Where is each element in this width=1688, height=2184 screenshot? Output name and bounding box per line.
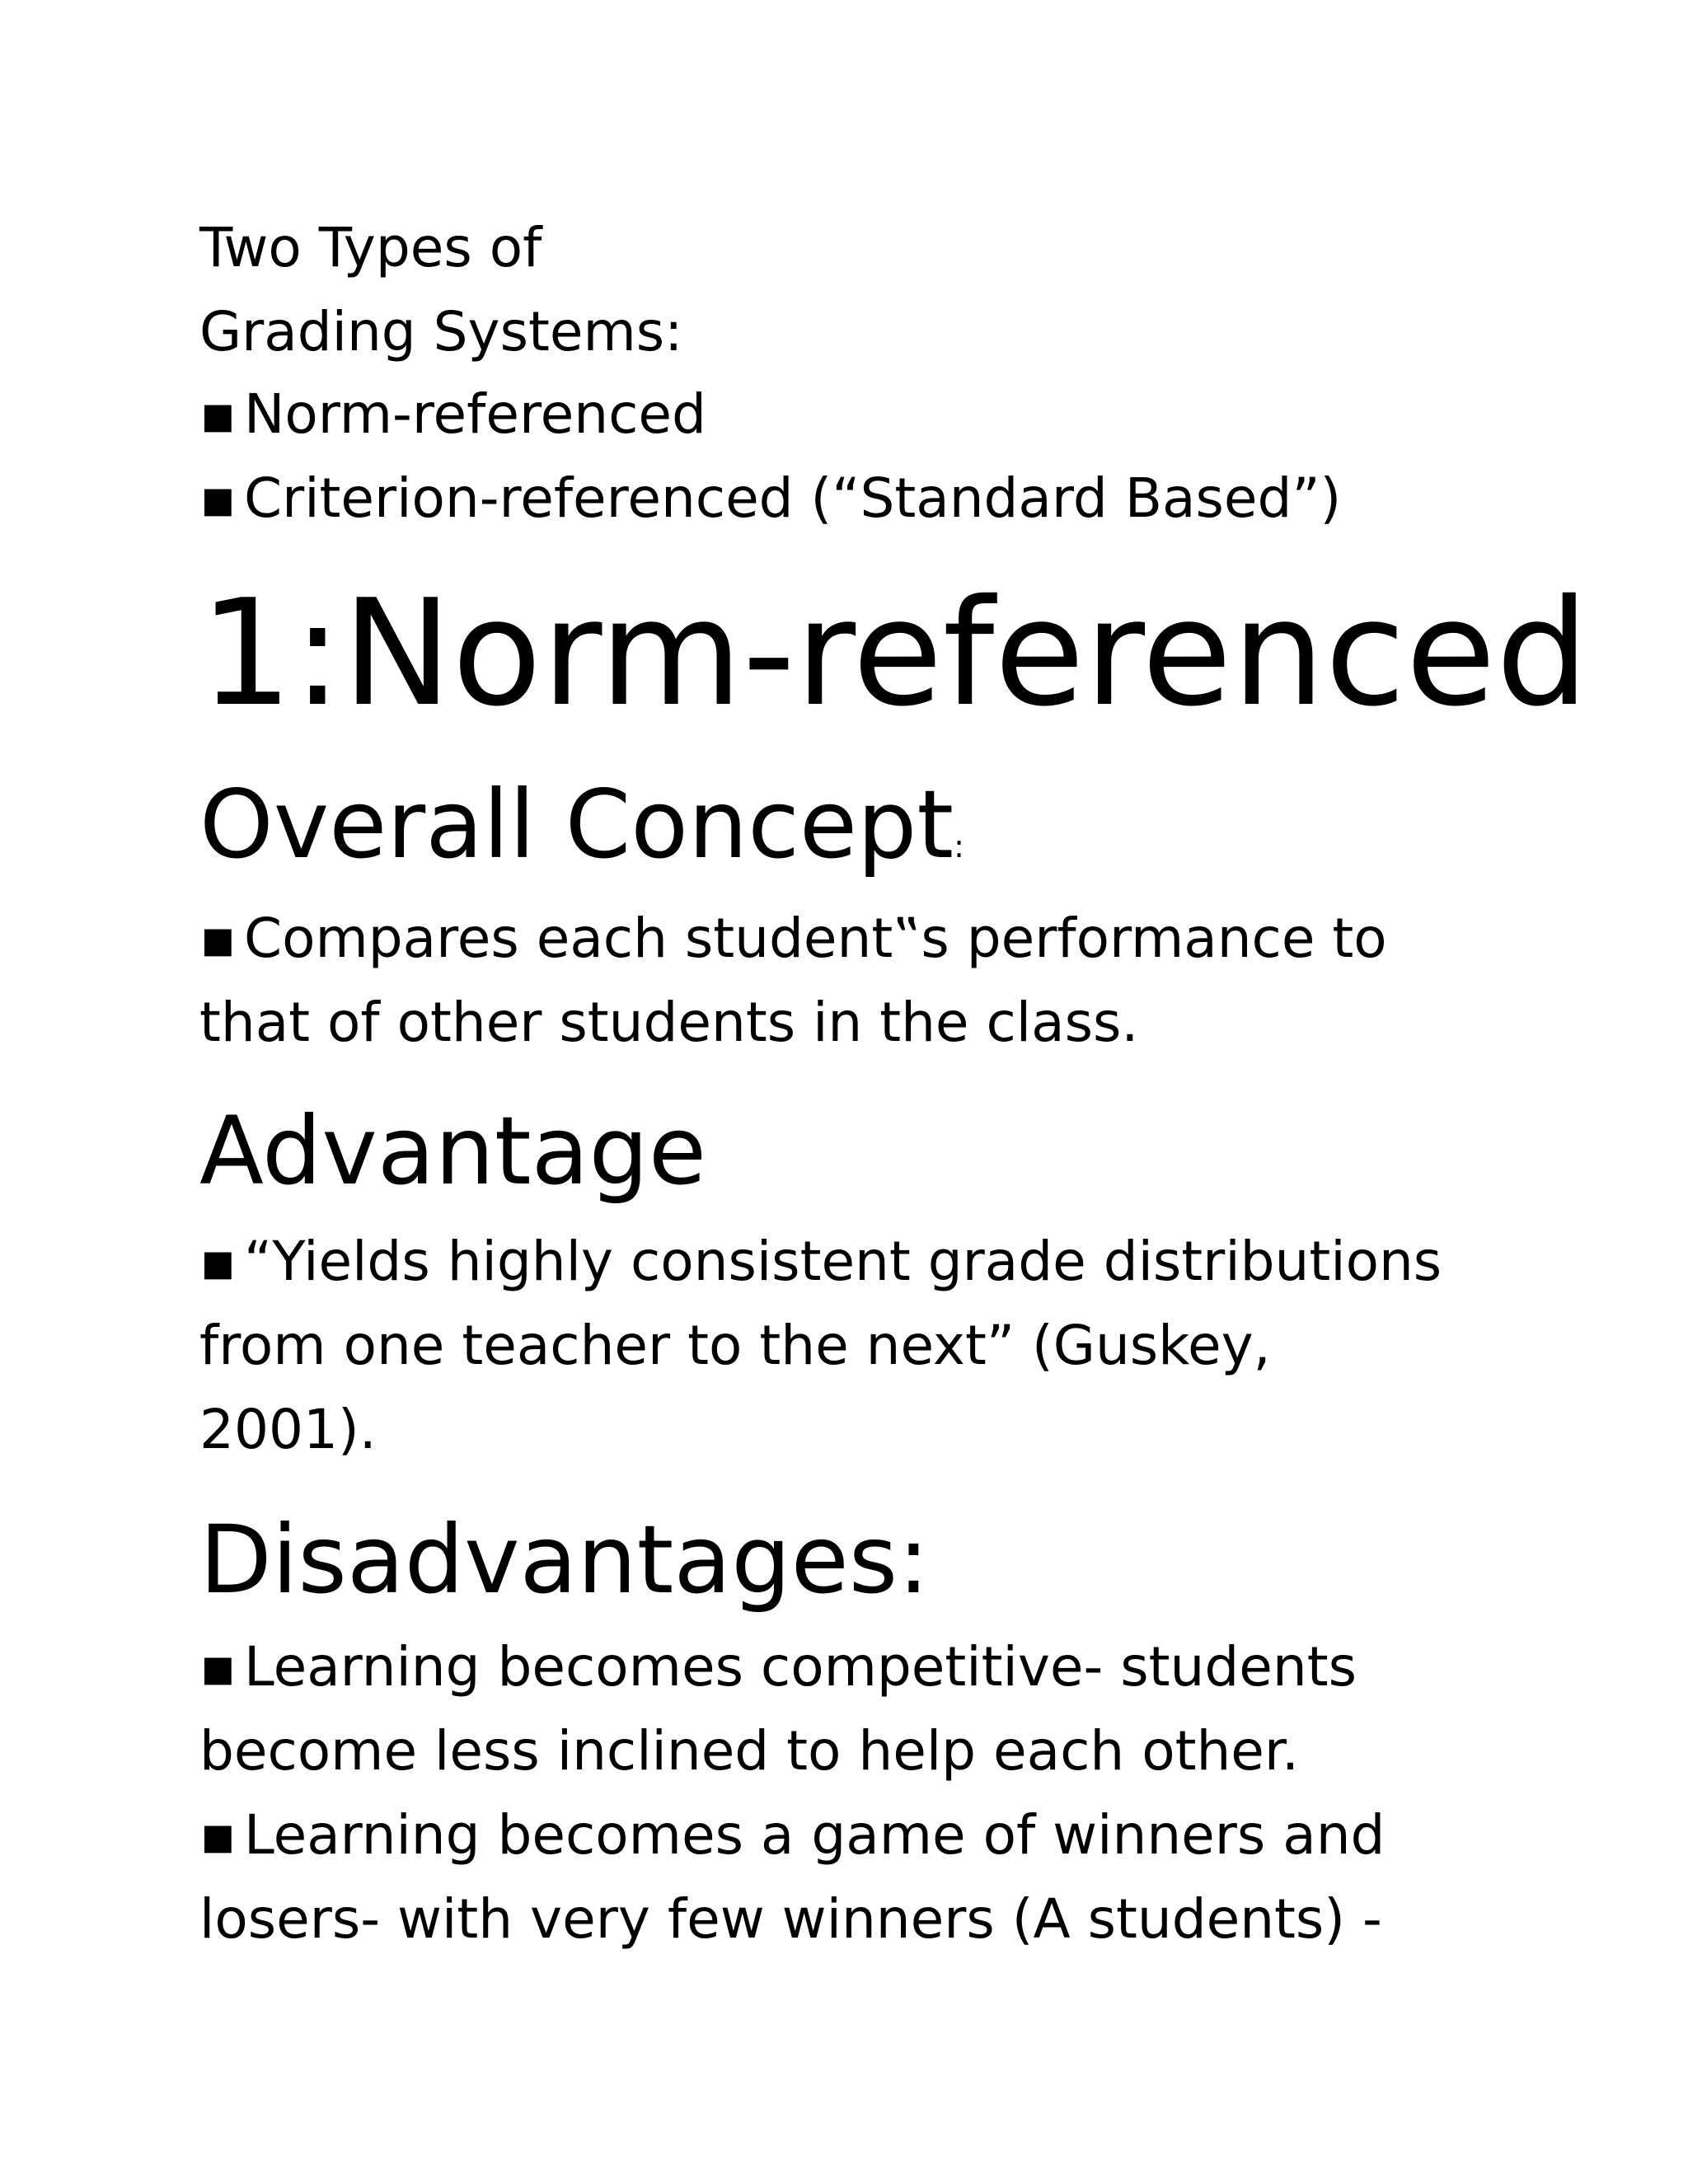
concept-text-line-2: that of other students in the class. xyxy=(199,991,1139,1054)
intro-title-line-2: Grading Systems: xyxy=(199,300,683,363)
disadvantages-item xyxy=(199,1635,1357,1699)
bullet-icon: ▪ xyxy=(199,466,237,530)
disadvantages-item-2-line-1: Learning becomes a game of winners and xyxy=(244,1803,1386,1867)
advantage-heading: Advantage xyxy=(199,1096,706,1206)
disadvantages-item-1-line-2: become less inclined to help each other. xyxy=(199,1719,1299,1783)
concept-text-line xyxy=(199,907,1387,970)
disadvantages-item xyxy=(199,1803,1386,1867)
advantage-text-line-3: 2001). xyxy=(199,1398,377,1461)
bullet-icon: ▪ xyxy=(199,382,237,446)
advantage-text-line-1: “Yields highly consistent grade distributions xyxy=(244,1230,1442,1293)
section-heading: 1:Norm-referenced xyxy=(199,568,1589,738)
bullet-icon: ▪ xyxy=(199,907,237,970)
disadvantages-item-2-line-2: losers- with very few winners (A students) - xyxy=(199,1887,1382,1951)
intro-list-item-label: Norm-referenced xyxy=(244,382,706,446)
bullet-icon: ▪ xyxy=(199,1803,237,1867)
concept-heading-text: Overall Concept xyxy=(199,770,954,879)
intro-list-item-label: Criterion-referenced (“Standard Based”) xyxy=(244,466,1342,530)
intro-list-item xyxy=(199,382,706,446)
concept-text-line-1: Compares each student‟s performance to xyxy=(244,907,1387,970)
advantage-text-line-2: from one teacher to the next” (Guskey, xyxy=(199,1314,1271,1377)
intro-title-line-1: Two Types of xyxy=(199,216,542,279)
bullet-icon: ▪ xyxy=(199,1230,237,1293)
disadvantages-heading: Disadvantages: xyxy=(199,1505,930,1615)
disadvantages-item-1-line-1: Learning becomes competitive- students xyxy=(244,1635,1357,1699)
concept-heading xyxy=(199,770,964,879)
concept-heading-colon: : xyxy=(954,828,964,865)
intro-list-item xyxy=(199,466,1342,530)
advantage-text-line xyxy=(199,1230,1442,1293)
bullet-icon: ▪ xyxy=(199,1635,237,1699)
